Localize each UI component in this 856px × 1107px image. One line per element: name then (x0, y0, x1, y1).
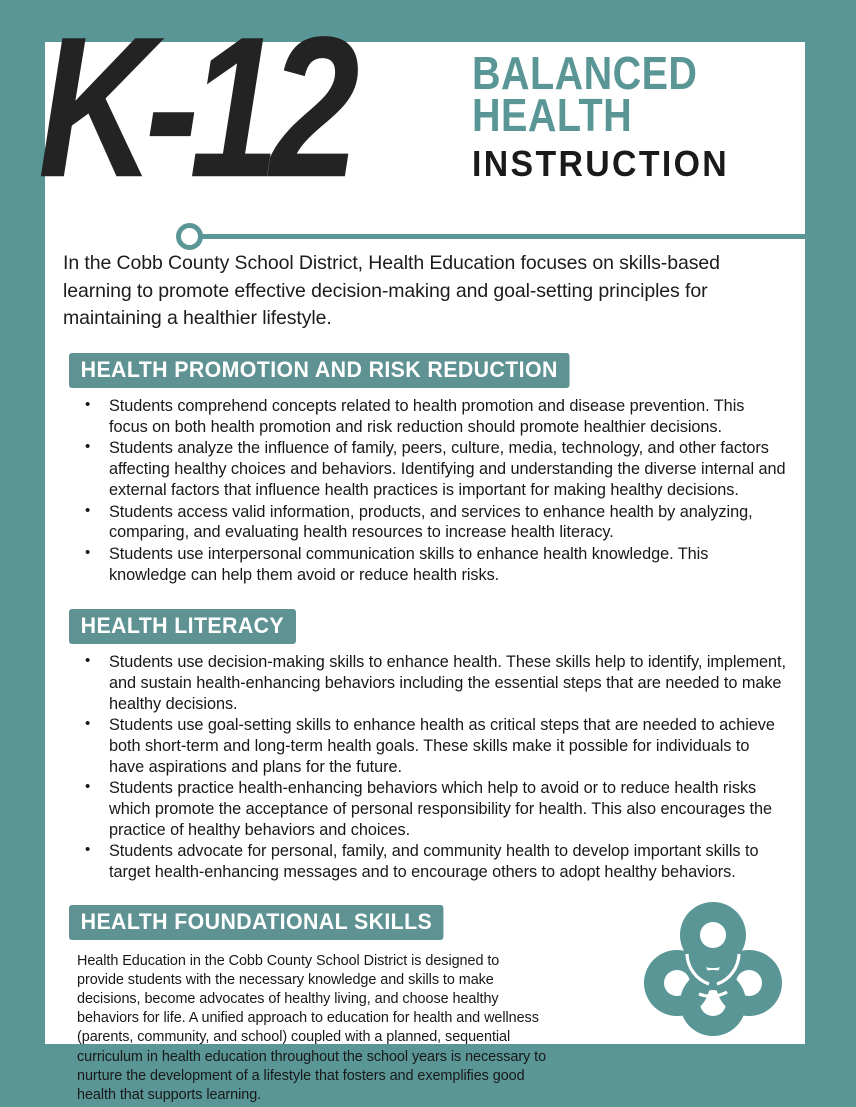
list-item: • Students comprehend concepts related to health promotion and disease prevention. This focus on both health promotion and risk reduction should promote healthier decisions. (77, 396, 787, 437)
foundational-skills-paragraph: Health Education in the Cobb County School District is designed to provide students with the necessary knowledge and skills to make decisions, become advocates of healthy living, and choose healthy behaviors for life. A unified approach to education for health and wellness (parents, community, and school) coupled with a planned, sequential curriculum in health education throughout the school years is necessary to nurture the development of a lifestyle that fosters and exemplifies good health that supports learning. (77, 952, 547, 1103)
section-heading-health-literacy: HEALTH LITERACY (69, 609, 296, 644)
section-spacer (63, 587, 787, 603)
list-item: • Students access valid information, products, and services to enhance health by analyzing, comparing, and evaluating health resources to increase health literacy. (77, 502, 787, 543)
bullet-list-health-promotion (63, 396, 787, 585)
bullet-list-health-literacy (63, 652, 787, 883)
header-title-stack (472, 47, 746, 185)
header-title-balanced: BALANCED (472, 47, 698, 99)
section-heading-health-foundational-skills: HEALTH FOUNDATIONAL SKILLS (69, 905, 444, 940)
k12-wordmark: K-12 (38, 0, 351, 220)
header-title-instruction: INSTRUCTION (472, 142, 730, 184)
list-item: • Students advocate for personal, family, and community health to develop important skills to target health-enhancing messages and to encourage others to adopt healthy behaviors. (77, 841, 787, 882)
list-item: • Students use goal-setting skills to enhance health as critical steps that are needed to achieve both short-term and long-term health goals. These skills make it possible for individuals to have aspirations and plans for the future. (77, 715, 787, 777)
list-item: • Students use interpersonal communication skills to enhance health knowledge. This knowledge can help them avoid or reduce health risks. (77, 544, 787, 585)
header-title-health: HEALTH (472, 89, 633, 142)
section-spacer (63, 885, 787, 899)
header-divider (176, 223, 806, 251)
divider-circle-icon (176, 223, 203, 250)
divider-line (196, 234, 806, 239)
list-item: • Students practice health-enhancing behaviors which help to avoid or to reduce health risks which promote the acceptance of personal responsibility for health. This also encourages the practice of healthy behaviors and choices. (77, 778, 787, 840)
cobb-county-school-district-logo-icon (643, 898, 783, 1038)
list-item: • Students analyze the influence of family, peers, culture, media, technology, and other factors affecting healthy choices and behaviors. Identifying and understanding the diverse internal and external factors that influence health practices is important for making healthy decisions. (77, 438, 787, 500)
intro-paragraph: In the Cobb County School District, Health Education focuses on skills-based learning to promote effective decision-making and goal-setting principles for maintaining a healthier lifestyle. (63, 252, 720, 330)
section-health-promotion (63, 347, 787, 585)
section-heading-health-promotion: HEALTH PROMOTION AND RISK REDUCTION (69, 353, 569, 388)
section-health-literacy (63, 603, 787, 883)
list-item: • Students use decision-making skills to enhance health. These skills help to identify, implement, and sustain health-enhancing behaviors including the essential steps that are needed to make healthy decisions. (77, 652, 787, 714)
